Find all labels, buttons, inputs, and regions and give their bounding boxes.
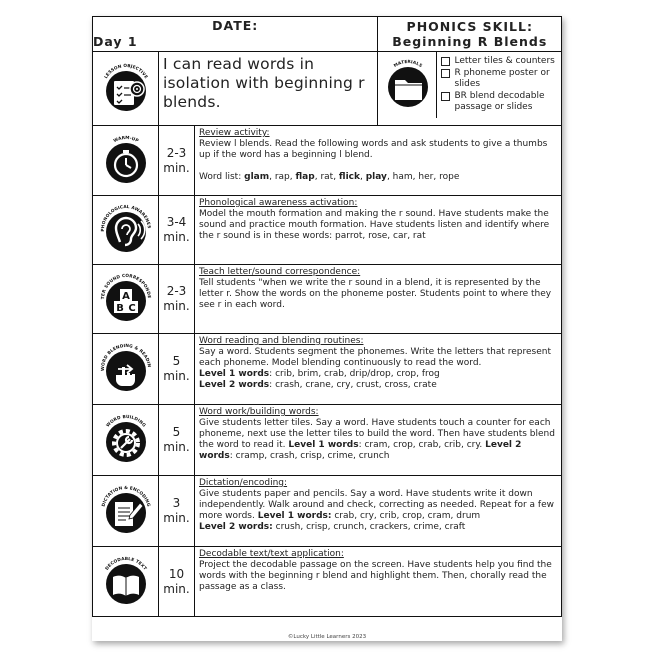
objective-text: I can read words in isolation with beginning r blends. [159,52,378,126]
skill-cell [378,17,562,52]
gear-wrench-icon [96,410,156,470]
section-time: 5 min. [159,334,195,405]
word-list-item: glam [244,172,270,182]
section-time: 3 min. [159,476,195,547]
lesson-plan-sheet [92,16,562,641]
header-row [93,17,562,52]
materials-cell [378,52,562,126]
checkbox-icon [441,69,450,78]
svg-text:LESSON OBJECTIVE: LESSON OBJECTIVE [103,63,148,80]
svg-text:B: B [115,303,124,314]
objective-row [93,52,562,126]
day-label: Day 1 [93,34,138,49]
section-time: 2-3 min. [159,126,195,196]
section-time: 5 min. [159,405,195,476]
word-list-item: rope [439,172,460,182]
section-row-phonological [93,196,562,265]
open-book-icon [96,552,156,612]
section-time: 2-3 min. [159,265,195,334]
section-time: 10 min. [159,547,195,617]
svg-text:WORD BLENDING & READING: WORD BLENDING & READIN [100,343,151,372]
section-body: Dictation/encoding: Give students paper and pencils. Say a word. Have students write it down independently. Walk around and check, correcting as needed. Repeat for a few more words. Level 1 words: crab, cry, crib, crop, cram, drum Level 2 words: crush, crisp, crunch, crackers, crime, craft [195,476,562,547]
word-list: Word list: glam, rap, flap, rat, flick, play, ham, her, rope [199,172,460,182]
section-row-blending [93,334,562,405]
svg-text:C: C [127,303,136,314]
word-list-item: rat [320,172,334,182]
abc-blocks-icon [96,269,156,329]
svg-text:MATERIALS: MATERIALS [393,59,424,69]
section-time: 3-4 min. [159,196,195,265]
word-list-item: play [365,172,387,182]
svg-text:DICTATION & ENCODING: DICTATION & ENCODING [100,485,151,508]
svg-text:A: A [121,291,130,302]
svg-text:WORD BUILDING: WORD BUILDING [105,414,146,429]
section-body: Word reading and blending routines: Say a word. Students segment the phonemes. Write the letters that represent each phoneme. Model blending continuously to read the word. Level 1 words: crib, brim, crab, drip/drop, crop, frog Level 2 words: crash, crane, cry, crust, cross, crate [195,334,562,405]
svg-text:DECODABLE TEXT: DECODABLE TEXT [104,556,147,572]
word-list-item: ham [392,172,413,182]
lesson-plan-table [92,16,562,617]
checkbox-icon [441,57,450,66]
section-body: Word work/building words: Give students letter tiles. Say a word. Have students touch a counter for each phoneme, next use the letter tiles to build the word. Then have students blend the word to read it. Level 1 words: cram, crop, crab, crib, cry. Level 2 words: cramp, crash, crisp, crime, crunch [195,405,562,476]
date-label: DATE: [212,18,259,33]
section-body: Review activity: Review l blends. Read the following words and ask students to give a thumbs up if the word has a beginning l blend. Word list: glam, rap, flap, rat, flick, play, ham, her, rope [195,126,562,196]
section-row-word-building [93,405,562,476]
section-body: Teach letter/sound correspondence: Tell students "when we write the r sound in a blend, it is represented by the letter r. Show the words on the phoneme poster. Students point to where they see r in each word. [195,265,562,334]
section-row-warmup [93,126,562,196]
copyright-footer: ©Lucky Little Learners 2023 [287,634,367,640]
word-list-item: flick [338,172,360,182]
ear-icon [96,200,156,260]
materials-icon-cell [378,52,437,118]
svg-text:PHONOLOGICAL AWARENESS: PHONOLOGICAL AWARENES [100,204,151,232]
folder-icon [378,55,438,115]
section-row-letter-sound [93,265,562,334]
paper-pencil-icon [96,481,156,541]
section-body: Phonological awareness activation: Model the mouth formation and making the r sound. Have students make the sound and practice mouth formation. Have students listen and identify where the r sound is in these words: parrot, rose, car, rat [195,196,562,265]
svg-text:WARM-UP: WARM-UP [112,135,139,144]
checkbox-icon [441,92,450,101]
word-list-item: flap [295,172,315,182]
word-list-item: rap [274,172,290,182]
material-item: Letter tiles & counters [441,56,557,68]
material-item: BR blend decodable passage or slides [441,91,557,114]
material-item: R phoneme poster or slides [441,68,557,91]
section-row-dictation [93,476,562,547]
materials-list [437,52,561,118]
pointing-hand-icon [96,339,156,399]
stopwatch-icon [96,131,156,191]
objective-icon-cell [93,52,159,126]
word-list-item: her [418,172,434,182]
section-row-decodable [93,547,562,617]
date-cell [93,17,378,52]
skill-label: PHONICS SKILL: [406,19,533,34]
checklist-target-icon [96,59,156,119]
skill-value: Beginning R Blends [392,34,548,49]
svg-text:LETTER SOUND CORRESPONDENCE: TER SOUND CORRESPONDE [100,273,151,300]
section-body: Decodable text/text application: Project the decodable passage on the screen. Have students help you find the words with the beginning r blend and highlight them. Then, chorally read the passage as a class. [195,547,562,617]
